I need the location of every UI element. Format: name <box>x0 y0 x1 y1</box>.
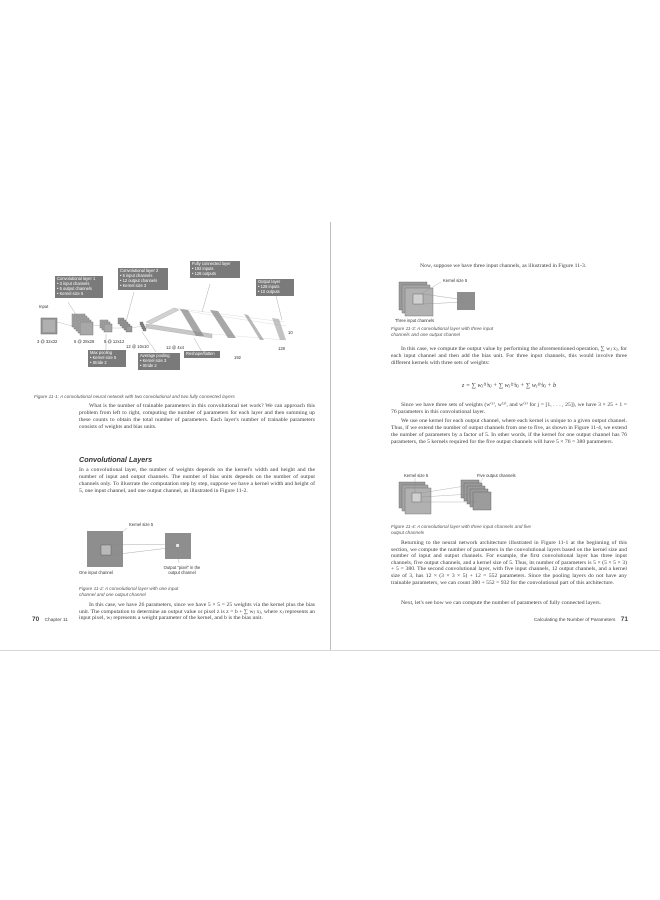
max-pooling-box <box>88 350 126 367</box>
paragraph: Returning to the neural network architecture illustrated in Figure 11-1 at the beginning of this section, we compute the number of parameters in the convolutional layers based on the kernel size and number of input and output channels. For example, the first convolutional layer has three input channels, five output channels, and a kernel size of 5. Thus, its number of parameters is 5 × (5 × 5 × 3) + 5 = 380. The second convolutional layer, with five input channels, 12 output channels, and a kernel size of 3, has 12 × (3 × 3 × 5) + 12 = 552 parameters. Since the pooling layers do not have any trainable parameters, we can count 380 + 552 = 932 for the convolutional part of this architecture. <box>391 540 627 586</box>
right-folio <box>534 616 628 623</box>
fc-item: • 192 inputs <box>192 265 214 271</box>
output-item: • 10 outputs <box>258 288 280 294</box>
paragraph: Since we have three sets of weights (w⁽¹⁾, w⁽²⁾, and w⁽³⁾ for j = [1, . . . , 25]), we have 3 × 25 + 1 = 76 parameters in this convolutional layer. <box>391 402 627 416</box>
figure-11-4-caption: Figure 11-4: A convolutional layer with three input channels and five output channels <box>391 524 532 535</box>
conv1-item: • 5 output channels <box>57 285 92 291</box>
avgpool-item: • Kernel size 3 <box>140 357 167 363</box>
average-pooling-box <box>138 353 180 370</box>
dim-label: 192 <box>234 355 241 360</box>
maxpool-item: • Kernel size 5 <box>90 354 117 360</box>
kernel-size-label: Kernel size 5 <box>443 278 468 283</box>
dim-label: 5 @ 12x12 <box>104 339 125 344</box>
avgpool-title: Average pooling <box>140 353 170 358</box>
input-label: Input <box>39 304 49 309</box>
output-item: • 128 inputs <box>258 283 280 289</box>
conv1-item: • Kernel size 5 <box>57 290 84 296</box>
fc-item: • 128 outputs <box>192 270 216 276</box>
left-folio <box>32 616 68 623</box>
figure-11-3-caption: Figure 11-3: A convolutional layer with three input channels and one output channel <box>391 326 494 337</box>
figure-11-1-caption: Figure 11-1: A convolutional neural network with two convolutional and two fully connected layers <box>34 394 235 399</box>
paragraph: What is the number of trainable parameters in this convolutional net work? We can approach this problem from left to right, computing the number of parameters for each layer and then summing up these counts to obtain the total number of parameters. Each layer's number of trainable parameters consists of weights and bias units. <box>79 403 315 431</box>
figure-11-4 <box>391 472 551 522</box>
dim-label: 12 @ 10x10 <box>126 344 149 349</box>
page-number: 70 <box>32 616 40 623</box>
reshape-title: Reshape/flatten <box>186 351 215 356</box>
input-channel-label: One input channel <box>79 570 113 575</box>
input-channel-label: Three input channels <box>395 318 435 323</box>
conv-layer-1-box <box>55 276 103 298</box>
running-head: Calculating the Number of Parameters <box>533 618 616 623</box>
dim-label: 5 @ 28x28 <box>74 339 95 344</box>
figure-11-3 <box>391 274 501 326</box>
conv2-item: • 12 output channels <box>120 277 158 283</box>
left-page <box>0 222 330 650</box>
book-spread <box>0 222 660 650</box>
dim-label: 3 @ 32x32 <box>37 339 58 344</box>
maxpool-item: • Stride 2 <box>90 359 107 365</box>
page-bottom-edge <box>0 650 660 651</box>
gutter-divider <box>330 222 331 650</box>
section-heading: Convolutional Layers <box>79 455 153 464</box>
running-head: Chapter 11 <box>44 618 68 623</box>
conv1-item: • 3 input channels <box>57 280 90 286</box>
right-page <box>332 222 660 650</box>
fc-title: Fully connected layer <box>192 261 231 266</box>
dim-label: 12 @ 4x4 <box>166 345 184 350</box>
equation: z = ∑ wⱼ⁽¹⁾xⱼ + ∑ wⱼ⁽²⁾xⱼ + ∑ wⱼ⁽³⁾xⱼ + b <box>461 382 557 389</box>
paragraph: We use one kernel for each output channel, where each kernel is unique to a given output channel. Thus, if we extend the number of output channels from one to five, as shown in Figure 11-4, we extend the number of parameters by a factor of 5. In other words, if the kernel for one output channel has 76 parameters, the 5 kernels required for the five output channels will have 5 × 76 = 380 parameters. <box>391 418 627 446</box>
conv2-title: Convolutional layer 2 <box>120 268 159 273</box>
figure-11-2-caption: Figure 11-2: A convolutional layer with one input channel and one output channel <box>79 586 179 597</box>
conv2-item: • 5 input channels <box>120 272 153 278</box>
fully-connected-box <box>190 261 240 278</box>
reshape-box <box>184 351 220 358</box>
paragraph: In a convolutional layer, the number of weights depends on the kernel's width and height and the number of input and output channels. The number of bias units depends on the number of output channels only. To illustrate the computation step by step, suppose we have a kernel width and height of 5, one input channel, and one output channel, as illustrated in Figure 11-2. <box>79 467 315 495</box>
output-channel-label: Five output channels <box>477 473 516 478</box>
paragraph: In this case, we have 26 parameters, since we have 5 × 5 = 25 weights via the kernel plus the bias unit. The computation to determine an output value or pixel z is z = b + ∑ wⱼ xⱼ, where xⱼ represents an input pixel, wⱼ represents a weight parameter of the kernel, and b is the bias unit. <box>79 602 315 621</box>
output-layer-box <box>256 279 294 296</box>
maxpool-title: Max pooling <box>90 350 113 355</box>
paragraph: Now, suppose we have three input channels, as illustrated in Figure 11-3. <box>420 263 587 269</box>
figure-11-2 <box>79 519 239 583</box>
conv-layer-2-box <box>118 268 168 290</box>
figure-11-1 <box>34 262 304 392</box>
paragraph: Next, let's see how we can compute the number of parameters of fully connected layers. <box>401 600 602 606</box>
five-channel-diagram <box>391 472 551 522</box>
output-pixel-label: Output "pixel" in the output channel <box>163 565 201 575</box>
page-number: 71 <box>620 616 628 623</box>
dim-label: 10 <box>288 330 293 335</box>
kernel-size-label: Kernel size 5 <box>129 522 154 527</box>
kernel-size-label: Kernel size 5 <box>404 473 429 478</box>
dim-label: 128 <box>278 346 285 351</box>
paragraph: In this case, we compute the output value by performing the aforementioned operation, ∑ wⱼ xⱼ, for each input channel and then add the bias unit. For three input channels, this would involve three different kernels with three sets of weights: <box>391 346 627 367</box>
conv2-item: • Kernel size 3 <box>120 282 147 288</box>
output-title: Output layer <box>258 279 281 284</box>
conv1-title: Convolutional layer 1 <box>57 276 96 281</box>
avgpool-item: • Stride 2 <box>140 362 157 368</box>
